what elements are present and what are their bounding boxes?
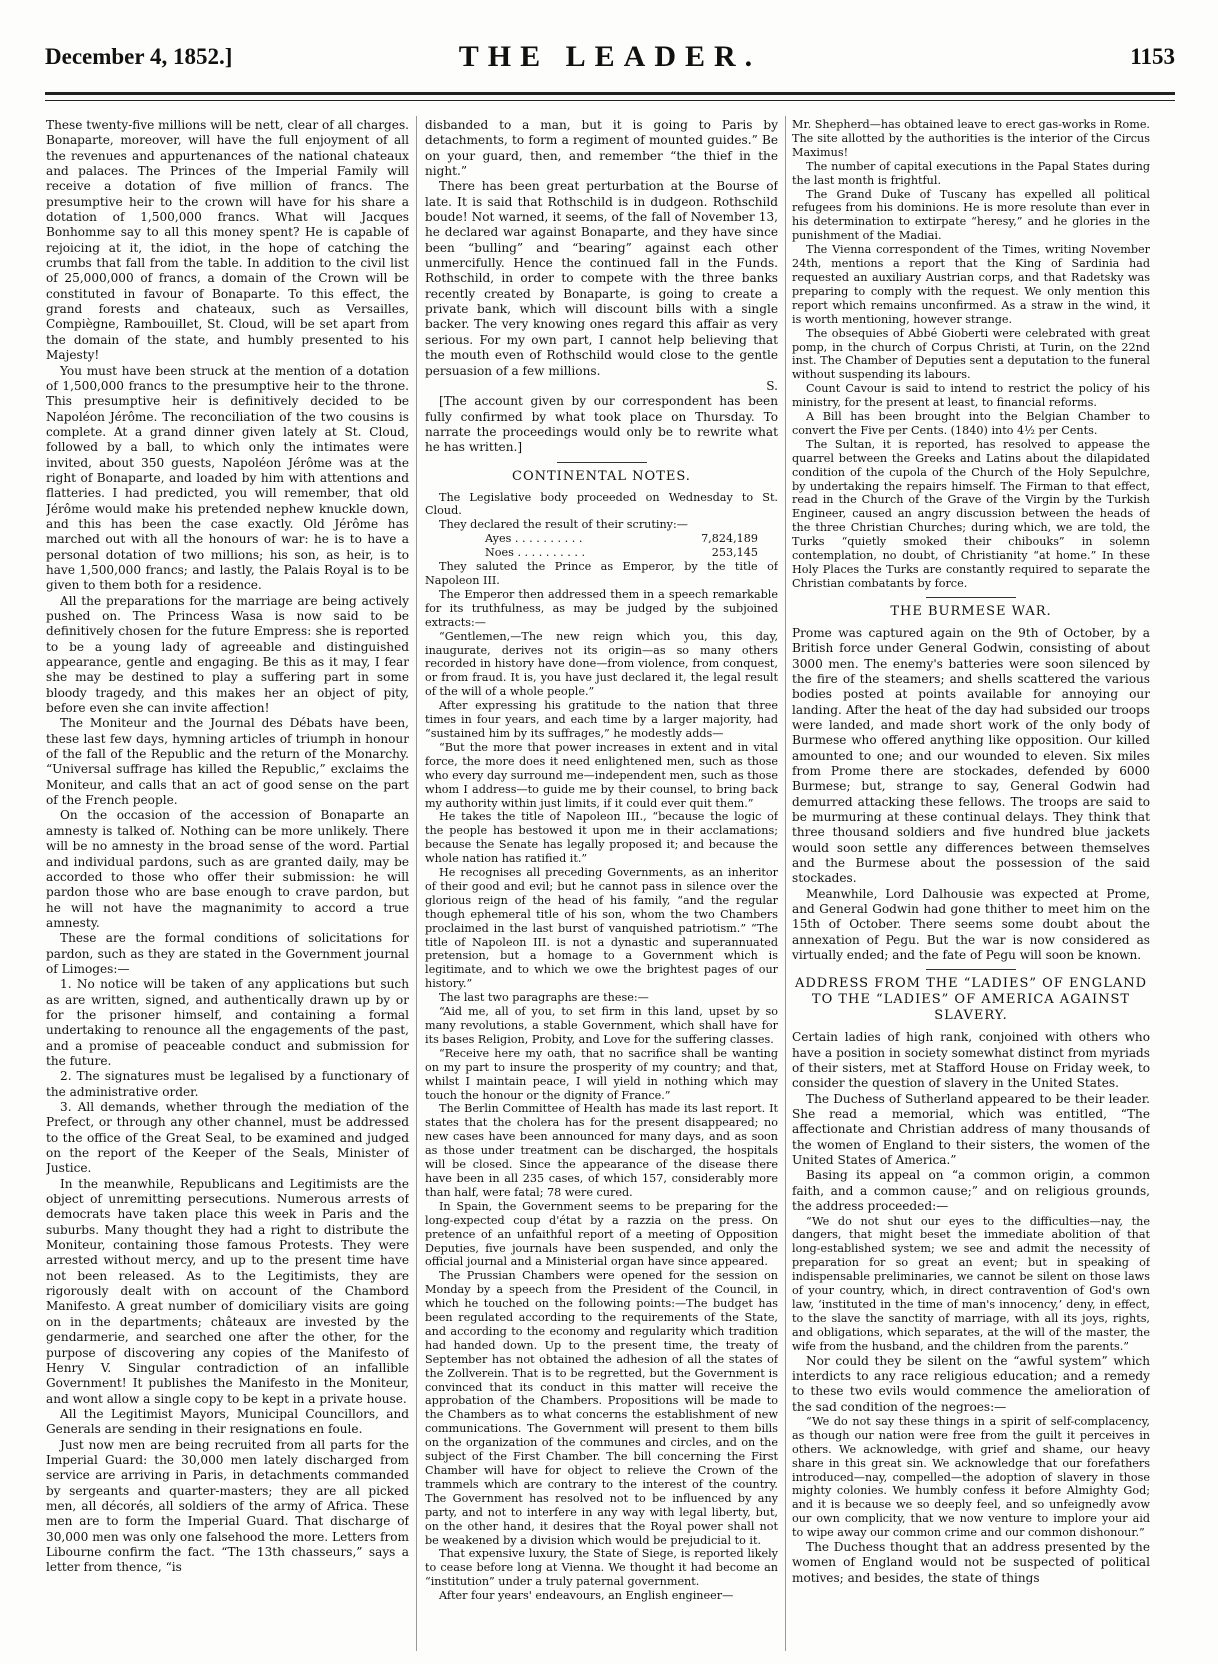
article-paragraph: You must have been struck at the mention of a dotation of 1,500,000 francs to the presumptive heir to the throne. This presumptive heir is definitively decided to be Napoléon Jérôme. The reconciliation of the two cousins is complete. At a grand dinner given lately at St. Cloud, followed by a ball, to which only the intimates were invited, about 350 guests, Napoléon Jérôme was at the right of Bonaparte, and loaded by him with attentions and flatteries. I had predicted, you will remember, that old Jérôme would make his pretended nephew knuckle down, and this has been the case exactly. Old Jérôme has marched out with all the honours of war: he is to have a personal dotation of two millions; his son, as heir, is to have 1,500,000 francs; and lastly, the Palais Royal is to be given to them both for a residence.: [46, 363, 409, 593]
article-paragraph: These are the formal conditions of solicitations for pardon, such as they are stated in the Government journal of Limoges:—: [46, 931, 409, 976]
section-divider: [557, 462, 647, 463]
article-paragraph: The Duchess thought that an address presented by the women of England would not be suspected of political motives; and besides, the state of things: [792, 1540, 1150, 1585]
section-heading: THE BURMESE WAR.: [890, 603, 1052, 619]
column-divider: [416, 116, 417, 1651]
article-paragraph: All the preparations for the marriage are being actively pushed on. The Princess Wasa is now said to be definitively chosen for the future Empress: she is reported to be a young lady of agreeable and distinguished appearance, gentle and engaging. Be this as it may, I fear she may be destined to play a suffering part in some bloody tragedy, and this makes her an object of pity, before even she can invite affection!: [46, 593, 409, 716]
article-paragraph: Mr. Shepherd—has obtained leave to erect gas-works in Rome. The site allotted by the authorities is the interior of the Circus Maximus!: [792, 118, 1150, 159]
column-1: [46, 118, 409, 1648]
article-paragraph: Meanwhile, Lord Dalhousie was expected at Prome, and General Godwin had gone thither to meet him on the 15th of October. There seems some doubt about the annexation of Pegu. But the war is now considered as virtually ended; and the fate of Pegu will soon be known.: [792, 886, 1150, 963]
article-paragraph: Count Cavour is said to intend to restrict the policy of his ministry, for the present at least, to financial reforms.: [792, 382, 1150, 410]
article-paragraph: He recognises all preceding Governments, as an inheritor of their good and evil; but he cannot pass in silence over the glorious reign of the head of his family, “and the regular though ephemeral title of his son, whom the two Chambers proclaimed in the last burst of vanquished patriotism.” “The title of Napoleon III. is not a dynastic and superannuated pretension, but a homage to a Government which is legitimate, and to which we owe the brightest pages of our history.”: [425, 866, 778, 991]
article-paragraph: The number of capital executions in the Papal States during the last month is frightful.: [792, 159, 1150, 187]
correspondent-signature: S.: [766, 378, 778, 393]
address-quote: “We do not say these things in a spirit of self-complacency, as though our nation were free from the guilt it perceives in others. We acknowledge, with grief and shame, our heavy share in this great sin. We acknowledge that our forefathers introduced—nay, compelled—the adoption of slavery in those mighty colonies. We humbly confess it before Almighty God; and it is because we so deeply feel, and so unfeignedly avow our own complicity, that we now venture to implore your aid to wipe away our common crime and our common dishonour.”: [792, 1414, 1150, 1540]
page-number: 1153: [1130, 44, 1175, 69]
article-paragraph: The last two paragraphs are these:—: [439, 991, 649, 1005]
article-paragraph: In Spain, the Government seems to be preparing for the long-expected coup d'état by a razzia on the press. On pretence of an unfaithful report of a meeting of Opposition Deputies, five journals have been suspended, and only the official journal and a Ministerial organ have since appeared.: [425, 1199, 778, 1269]
article-paragraph: The obsequies of Abbé Gioberti were celebrated with great pomp, in the church of Corpus Christi, at Turin, on the 22nd inst. The Chamber of Deputies sent a deputation to the funeral without suspending its labours.: [792, 326, 1150, 382]
article-paragraph: A Bill has been brought into the Belgian Chamber to convert the Five per Cents. (1840) into 4½ per Cents.: [792, 410, 1150, 437]
article-paragraph: Prome was captured again on the 9th of October, by a British force under General Godwin, consisting of about 3000 men. The enemy's batteries were soon silenced by the fire of the steamers; and shells scattered the various bodies posted at points available for annoying our landing. After the heat of the day had subsided our troops were landed, and made short work of the only body of Burmese who offered anything like opposition. Our killed amounted to one; and our wounded to eleven. Six miles from Prome there are stockades, defended by 6000 Burmese; but, strange to say, General Godwin had demurred attacking these fellows. The troops are said to be murmuring at these continual delays. They think that three thousand soldiers and five hundred blue jackets would soon settle any differences between themselves and the Burmese about the possession of the said stockades.: [792, 625, 1150, 886]
vote-label: Noes . . . . . . . . . .: [485, 546, 586, 560]
article-paragraph: In the meanwhile, Republicans and Legitimists are the object of unremitting persecutions. Numerous arrests of democrats have taken place this week in Paris and the suburbs. Many thought they had a right to distribute the Moniteur, containing those famous Protests. They were arrested without mercy, and up to the present time have not been released. As to the Legitimists, they are rigorously dealt with on account of the Chambord Manifesto. A great number of domiciliary visits are going on in the departments; châteaux are invested by the gendarmerie, and searched one after the other, for the purpose of discovering any copies of the Manifesto of Henry V. Singular contradiction of an infallible Government! It publishes the Manifesto in the Moniteur, and wont allow a single copy to be kept in a private house.: [46, 1176, 409, 1406]
vote-row: [425, 546, 778, 560]
section-divider: [926, 969, 1016, 970]
article-paragraph: disbanded to a man, but it is going to Paris by detachments, to form a regiment of mounted guides.” Be on your guard, then, and remember “the thief in the night.”: [425, 118, 778, 179]
section-divider: [926, 597, 1016, 598]
editor-note: [The account given by our correspondent has been fully confirmed by what took place on Thursday. To narrate the proceedings would only be to rewrite what he has written.]: [425, 394, 778, 455]
vote-row: [425, 532, 778, 546]
article-paragraph: On the occasion of the accession of Bonaparte an amnesty is talked of. Nothing can be more unlikely. There will be no amnesty in the broad sense of the word. Partial and individual pardons, such as are granted daily, may be accorded to those who offer their submission: he will pardon those who are base enough to crave pardon, but he will not have the magnanimity to accord a true amnesty.: [46, 808, 409, 930]
article-paragraph: 1. No notice will be taken of any applications but such as are written, signed, and authentically drawn up by or for the prisoner himself, and containing a formal undertaking to renounce all the engagements of the past, and a promise of peaceable conduct and submission for the future.: [46, 977, 409, 1068]
article-paragraph: Certain ladies of high rank, conjoined with others who have a position in society somewhat distinct from myriads of their sisters, met at Stafford House on Friday week, to consider the question of slavery in the United States.: [792, 1030, 1150, 1091]
article-paragraph: Basing its appeal on “a common origin, a common faith, and a common cause;” and on religious grounds, the address proceeded:—: [792, 1168, 1150, 1214]
article-paragraph: After four years' endeavours, an English engineer—: [439, 1589, 734, 1603]
article-paragraph: These twenty-five millions will be nett, clear of all charges. Bonaparte, moreover, will have the full enjoyment of all the revenues and appurtenances of the national chateaux and palaces. The Princes of the Imperial Family will receive a dotation of five million of francs. The presumptive heir to the crown will have for his share a dotation of 1,500,000 francs. What will Jacques Bonhomme say to all this money spent? He is capable of rejoicing at it, the idiot, in the hope of catching the crumbs that fall from the table. In addition to the civil list of 25,000,000 of francs, a domain of the Crown will be constituted in favour of Bonaparte. To this effect, the grand forests and chateaux, such as Versailles, Compiègne, Rambouillet, St. Cloud, will be set apart from the domain of the state, and humbly presented to his Majesty!: [46, 118, 409, 363]
masthead-rule-thin: [45, 100, 1175, 101]
article-paragraph: The Vienna correspondent of the Times, writing November 24th, mentions a report that the King of Sardinia had requested an auxiliary Austrian corps, and that Radetsky was preparing to comply with the request. We only mention this report which remains unconfirmed. As a straw in the wind, it is worth mentioning, however strange.: [792, 243, 1150, 326]
article-paragraph: 2. The signatures must be legalised by a functionary of the administrative order.: [46, 1069, 409, 1099]
speech-quote: “Receive here my oath, that no sacrifice shall be wanting on my part to insure the prosperity of my country; and that, whilst I maintain peace, I will yield in nothing which may touch the honour or the dignity of France.”: [425, 1046, 778, 1102]
issue-date: December 4, 1852.]: [45, 44, 233, 69]
article-paragraph: The Berlin Committee of Health has made its last report. It states that the cholera has for the present disappeared; no new cases have been announced for many days, and as soon as those under treatment can be discharged, the hospitals will be closed. Since the appearance of the disease there have been in all 235 cases, of which 157, considerably more than half, were fatal; 78 were cured.: [425, 1102, 778, 1199]
article-paragraph: He takes the title of Napoleon III., “because the logic of the people has bestowed it upon me in their acclamations; because the Senate has legally proposed it; and because the whole nation has ratified it.”: [425, 810, 778, 866]
masthead-rule: [45, 92, 1175, 95]
article-paragraph: Nor could they be silent on the “awful system” which interdicts to any race religious education; and a remedy to these two evils would commence the amelioration of the sad condition of the negroes:—: [792, 1353, 1150, 1414]
speech-quote: “Aid me, all of you, to set firm in this land, upset by so many revolutions, a stable Government, which shall have for its bases Religion, Probity, and Love for the suffering classes.: [425, 1005, 778, 1046]
article-paragraph: The Grand Duke of Tuscany has expelled all political refugees from his dominions. He is more resolute than ever in his determination to extirpate “heresy,” and he glories in the punishment of the Madiai.: [792, 187, 1150, 243]
article-paragraph: The Legislative body proceeded on Wednesday to St. Cloud.: [425, 490, 778, 518]
article-paragraph: The Moniteur and the Journal des Débats have been, these last few days, hymning articles of triumph in honour of the fall of the Republic and the return of the Monarchy. “Universal suffrage has killed the Republic,” exclaims the Moniteur, and calls that an act of good sense on the part of the French people.: [46, 716, 409, 808]
article-paragraph: All the Legitimist Mayors, Municipal Councillors, and Generals are sending in their resignations en foule.: [46, 1406, 409, 1437]
newspaper-title: THE LEADER.: [458, 40, 762, 73]
article-paragraph: There has been great perturbation at the Bourse of late. It is said that Rothschild is in dudgeon. Rothschild boude! Not warned, it seems, of the fall of November 13, he declared war against Bonaparte, and they have since been “bulling” and “bearing” against each other unmercifully. Hence the continued fall in the Funds. Rothschild, in order to compete with the three banks recently created by Bonaparte, is going to create a private bank, which will discount bills with a single backer. The very knowing ones regard this affair as very serious. For my own part, I cannot help believing that the mouth even of Rothschild would close to the gentle persuasion of a few millions.: [425, 179, 778, 378]
article-paragraph: They declared the result of their scrutiny:—: [439, 518, 688, 532]
article-paragraph: That expensive luxury, the State of Siege, is reported likely to cease before long at Vienna. We thought it had become an “institution” under a truly paternal government.: [425, 1547, 778, 1589]
article-paragraph: They saluted the Prince as Emperor, by the title of Napoleon III.: [425, 560, 778, 587]
column-divider: [785, 116, 786, 1651]
column-3: [792, 118, 1150, 1648]
article-paragraph: The Emperor then addressed them in a speech remarkable for its truthfulness, as may be judged by the subjoined extracts:—: [425, 587, 778, 629]
article-paragraph: After expressing his gratitude to the nation that three times in four years, and each time by a larger majority, had “sustained him by its suffrages,” he modestly adds—: [425, 699, 778, 740]
article-paragraph: 3. All demands, whether through the mediation of the Prefect, or through any other channel, must be addressed to the office of the Great Seal, to be examined and judged on the report of the Keeper of the Seals, Minister of Justice.: [46, 1100, 409, 1176]
address-quote: “We do not shut our eyes to the difficulties—nay, the dangers, that might beset the immediate abolition of that long-established system; we see and admit the necessity of preparation for so great an event; but in speaking of indispensable preliminaries, we cannot be silent on those laws of your country, which, in direct contravention of God's own law, ‘instituted in the time of man's innocency,’ deny, in effect, to the slave the sanctity of marriage, with all its joys, rights, and obligations, which separates, at the will of the master, the wife from the husband, and the children from the parents.”: [792, 1214, 1150, 1353]
column-2: [425, 118, 778, 1648]
vote-label: Ayes . . . . . . . . . .: [485, 532, 583, 546]
masthead: [45, 40, 1175, 80]
article-paragraph: Just now men are being recruited from all parts for the Imperial Guard: the 30,000 men lately discharged from service are arriving in Paris, in detachments commanded by sergeants and quarter-masters; they are all picked men, all décorés, all soldiers of the army of Africa. These men are to form the Imperial Guard. That discharge of 30,000 men was only one falsehood the more. Letters from Libourne confirm the fact. “The 13th chasseurs,” says a letter from thence, “is: [46, 1437, 409, 1575]
section-heading: CONTINENTAL NOTES.: [512, 468, 691, 484]
speech-quote: “Gentlemen,—The new reign which you, this day, inaugurate, derives not its origin—as so many others recorded in history have done—from violence, from conquest, or from fraud. It is, you have just declared it, the legal result of the will of a whole people.”: [425, 629, 778, 699]
article-paragraph: The Duchess of Sutherland appeared to be their leader. She read a memorial, which was entitled, “The affectionate and Christian address of many thousands of the women of England to their sisters, the women of the United States of America.”: [792, 1091, 1150, 1168]
article-paragraph: The Prussian Chambers were opened for the session on Monday by a speech from the President of the Council, in which he touched on the following points:—The budget has been regulated according to the requirements of the State, and according to the economy and regularity which tradition had handed down. Up to the present time, the treaty of September has not obtained the adhesion of all the states of the Zollverein. That is to be regretted, but the Government is convinced that its conduct in this matter will receive the approbation of the Chambers. Propositions will be made to the Chambers as to what concerns the establishment of new communications. The Government will present to them bills on the organization of the communes and circles, and on the subject of the First Chamber. The bill concerning the First Chamber will have for object to relieve the Crown of the trammels which are contrary to the interest of the country. The Government has resolved not to be influenced by any party, and not to interfere in any way with legal liberty, but, on the other hand, it desires that the Royal power shall not be weakened by a division which would be prejudicial to it.: [425, 1269, 778, 1547]
vote-value: 253,145: [711, 546, 758, 560]
article-paragraph: The Sultan, it is reported, has resolved to appease the quarrel between the Greeks and Latins about the dilapidated condition of the cupola of the Church of the Holy Sepulchre, by undertaking the repairs himself. The Firman to that effect, read in the Church of the Grave of the Virgin by the Turkish Engineer, caused an angry discussion between the heads of the three Christian Churches; during which, we are told, the Turks “quietly smoked their chibouks” in solemn contemplation, no doubt, of Christianity “at home.” In these Holy Places the Turks are constantly required to separate the Christian combatants by force.: [792, 437, 1150, 590]
vote-value: 7,824,189: [701, 532, 758, 546]
speech-quote: “But the more that power increases in extent and in vital force, the more does it need enlightened men, such as those who every day surround me—independent men, such as those whom I address—to guide me by their counsel, to bring back my authority within just limits, if it could ever quit them.”: [425, 740, 778, 810]
section-heading: ADDRESS FROM THE “LADIES” OF ENGLAND TO THE “LADIES” OF AMERICA AGAINST SLAVERY.: [794, 976, 1148, 1024]
